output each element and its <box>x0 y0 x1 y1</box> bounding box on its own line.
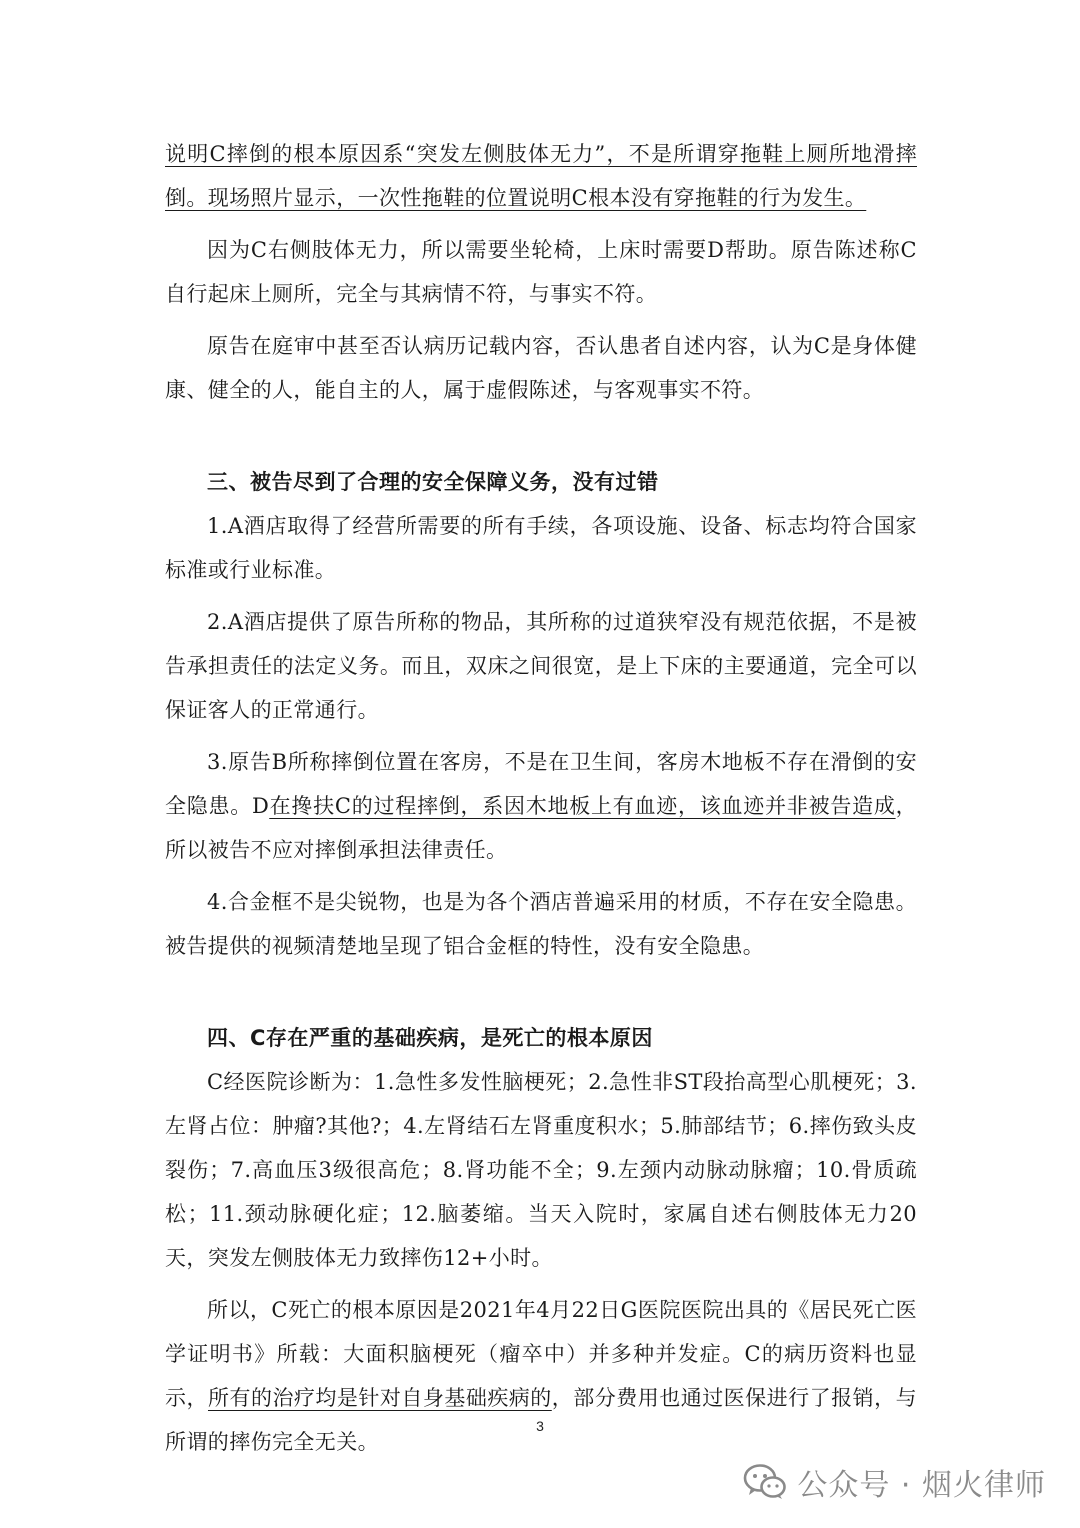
section-heading-3: 三、被告尽到了合理的安全保障义务，没有过错 <box>207 470 659 494</box>
list-item-4: 4.合金框不是尖锐物，也是为各个酒店普遍采用的材质，不存在安全隐患。被告提供的视频清楚地呈现了铝合金框的特性，没有安全隐患。 <box>165 890 917 958</box>
death-cause-tail: ，部分费用也通过医保进行了报销，与所谓的摔伤完全无关。 <box>165 1386 917 1454</box>
wechat-icon <box>743 1462 787 1502</box>
watermark-text: 公众号 · 烟火律师 <box>797 1468 1046 1503</box>
list-item-3 <box>165 740 917 872</box>
document-body <box>165 132 917 1472</box>
list-item-3-text: 3.原告B所称摔倒位置在客房，不是在卫生间，客房木地板不存在滑倒的安全隐患。D <box>165 750 917 818</box>
paragraph-cause-of-fall <box>165 132 917 220</box>
paragraph-false-statement: 原告在庭审中甚至否认病历记载内容，否认患者自述内容，认为C是身体健康、健全的人，能自主的人，属于虚假陈述，与客观事实不符。 <box>165 334 917 402</box>
underlined-text: 所有的治疗均是针对自身基础疾病的 <box>207 1386 552 1410</box>
paragraph-wheelchair: 因为C右侧肢体无力，所以需要坐轮椅，上床时需要D帮助。原告陈述称C自行起床上厕所，完全与其病情不符，与事实不符。 <box>165 238 917 306</box>
list-item-1: 1.A酒店取得了经营所需要的所有手续，各项设施、设备、标志均符合国家标准或行业标准。 <box>165 514 917 582</box>
watermark <box>743 1460 1046 1504</box>
list-item-3-tail: ，所以被告不应对摔倒承担法律责任。 <box>165 794 917 862</box>
paragraph-death-cause <box>165 1288 917 1464</box>
underlined-text: 在搀扶C的过程摔倒，系因木地板上有血迹，该血迹并非被告造成 <box>269 794 896 818</box>
list-item-2: 2.A酒店提供了原告所称的物品，其所称的过道狭窄没有规范依据，不是被告承担责任的法定义务。而且，双床之间很宽，是上下床的主要通道，完全可以保证客人的正常通行。 <box>165 610 917 722</box>
page-number: 3 <box>536 1418 544 1434</box>
underlined-text: 说明C摔倒的根本原因系“突发左侧肢体无力”，不是所谓穿拖鞋上厕所地滑摔倒。现场照片显示，一次性拖鞋的位置说明C根本没有穿拖鞋的行为发生。 <box>165 142 917 210</box>
section-heading-4: 四、C存在严重的基础疾病，是死亡的根本原因 <box>207 1026 653 1050</box>
paragraph-diagnosis: C经医院诊断为：1.急性多发性脑梗死；2.急性非ST段抬高型心肌梗死；3.左肾占位：肿瘤?其他?；4.左肾结石左肾重度积水；5.肺部结节；6.摔伤致头皮裂伤；7.高血压3级很高危；8.肾功能不全；9.左颈内动脉动脉瘤；10.骨质疏松；11.颈动脉硬化症；12.脑萎缩。当天入院时，家属自述右侧肢体无力20天，突发左侧肢体无力致摔伤12+小时。 <box>165 1070 917 1270</box>
death-cause-text: 所以，C死亡的根本原因是2021年4月22日G医院医院出具的《居民死亡医学证明书》所载：大面积脑梗死（瘤卒中）并多种并发症。C的病历资料也显示， <box>165 1298 917 1410</box>
